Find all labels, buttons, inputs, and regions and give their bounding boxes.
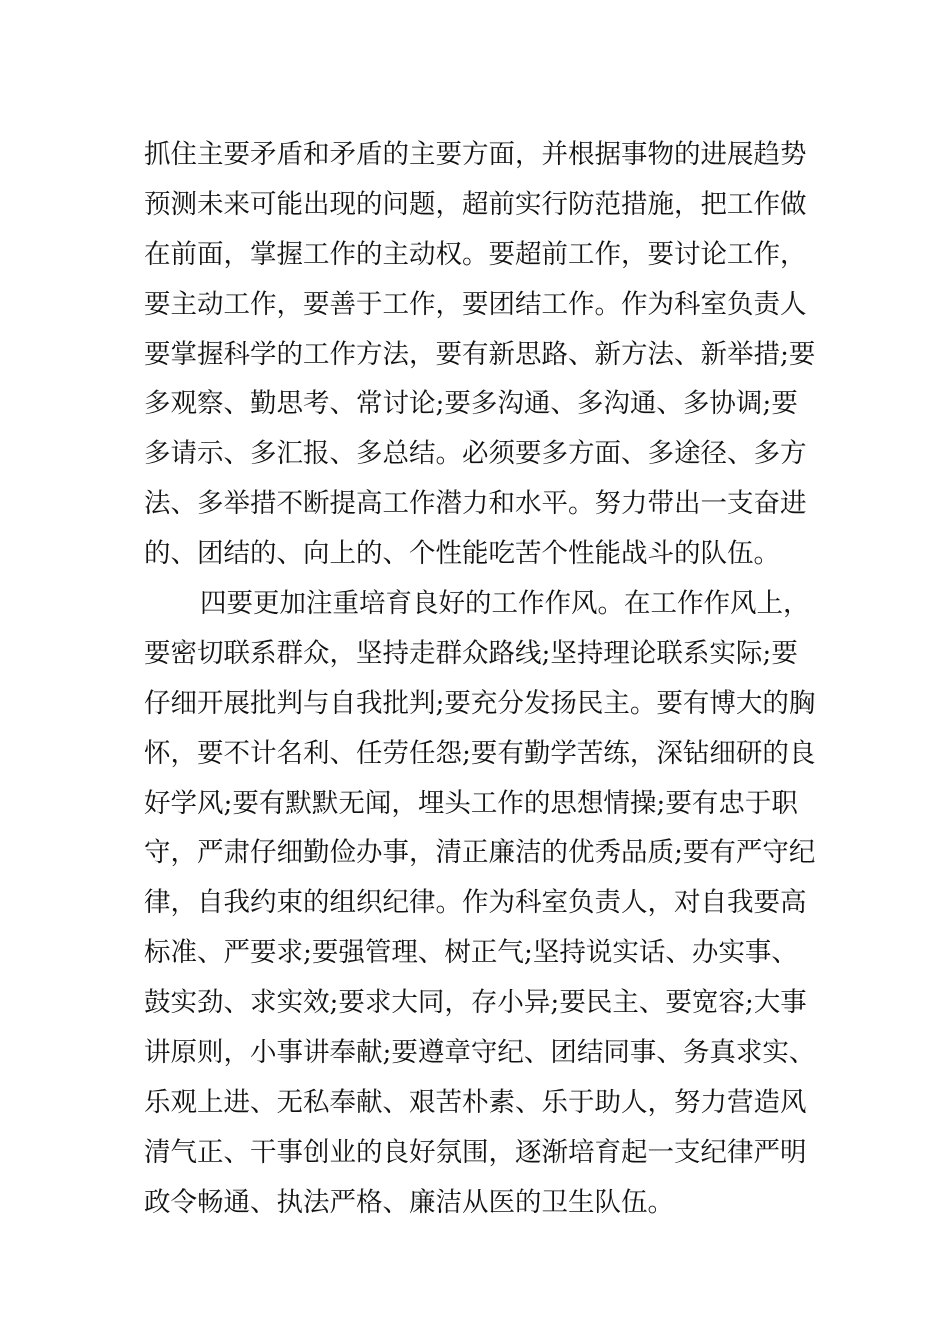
text-line: 律，自我约束的组织纪律。作为科室负责人，对自我要高	[144, 887, 807, 919]
text-line: 标准、严要求;要强管理、树正气;坚持说实话、办实事、	[144, 937, 798, 969]
text-line: 在前面，掌握工作的主动权。要超前工作，要讨论工作，	[144, 238, 807, 270]
text-line: 预测未来可能出现的问题，超前实行防范措施，把工作做	[144, 188, 807, 220]
text-line: 要主动工作，要善于工作，要团结工作。作为科室负责人	[144, 288, 807, 320]
text-line: 多请示、多汇报、多总结。必须要多方面、多途径、多方	[144, 438, 807, 470]
text-line: 政令畅通、执法严格、廉洁从医的卫生队伍。	[144, 1186, 674, 1218]
text-line: 要掌握科学的工作方法，要有新思路、新方法、新举措;要	[144, 338, 816, 370]
text-line: 仔细开展批判与自我批判;要充分发扬民主。要有博大的胸	[144, 687, 816, 719]
text-line: 讲原则，小事讲奉献;要遵章守纪、团结同事、务真求实、	[144, 1037, 816, 1069]
text-line: 多观察、勤思考、常讨论;要多沟通、多沟通、多协调;要	[144, 388, 798, 420]
text-line: 的、团结的、向上的、个性能吃苦个性能战斗的队伍。	[144, 538, 780, 570]
text-line: 怀，要不计名利、任劳任怨;要有勤学苦练，深钻细研的良	[144, 737, 816, 769]
paragraph-start-line: 四要更加注重培育良好的工作作风。在工作作风上，	[200, 588, 810, 620]
text-line: 抓住主要矛盾和矛盾的主要方面，并根据事物的进展趋势	[144, 139, 807, 170]
text-line: 清气正、干事创业的良好氛围，逐渐培育起一支纪律严明	[144, 1136, 807, 1168]
text-line: 要密切联系群众，坚持走群众路线;坚持理论联系实际;要	[144, 637, 798, 669]
text-line: 法、多举措不断提高工作潜力和水平。努力带出一支奋进	[144, 488, 807, 520]
body-text	[144, 130, 824, 1228]
text-line: 鼓实劲、求实效;要求大同，存小异;要民主、要宽容;大事	[144, 987, 807, 1019]
text-line: 好学风;要有默默无闻，埋头工作的思想情操;要有忠于职	[144, 787, 798, 819]
text-line: 守，严肃仔细勤俭办事，清正廉洁的优秀品质;要有严守纪	[144, 837, 816, 869]
text-line: 乐观上进、无私奉献、艰苦朴素、乐于助人，努力营造风	[144, 1086, 807, 1118]
